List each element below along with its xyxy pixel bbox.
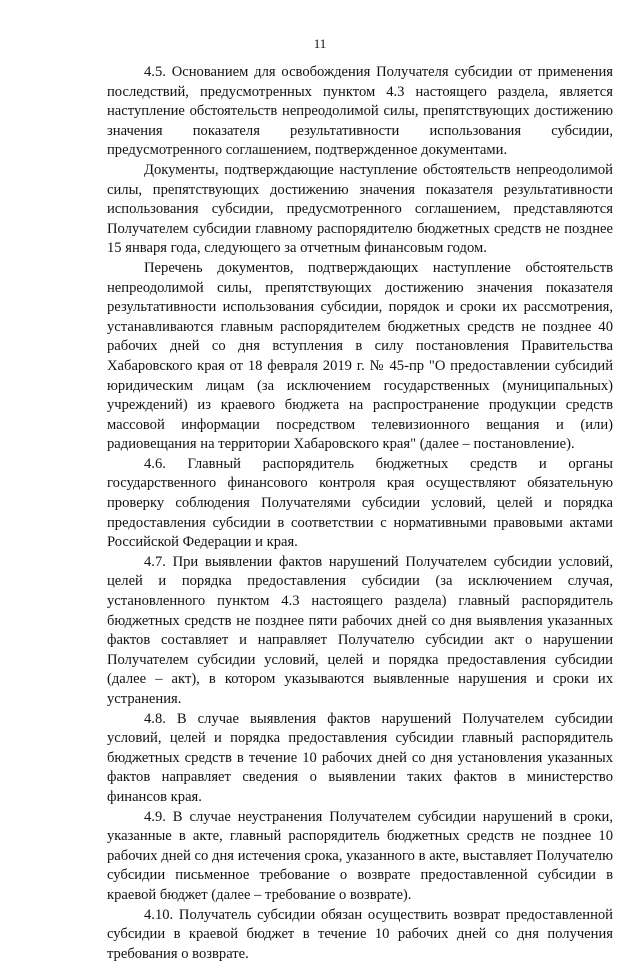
paragraph-4-8: 4.8. В случае выявления фактов нарушений Получателем субсидии условий, целей и порядка предоставления субсидии главный распорядитель бюджетных средств в течение 10 рабочих дней со дня установления указанных фактов направляет сведения о выявлении таких фактов в министерство финансов края. <box>107 710 613 805</box>
paragraph-list-of-documents: Перечень документов, подтверждающих наступление обстоятельств непреодолимой силы, препятствующих достижению значения показателя результативности использования субсидии, порядок и сроки их рассмотрения, устанавливаются главным распорядителем бюджетных средств не позднее 40 рабочих дней со дня вступления в силу постановления Правительства Хабаровского края от 18 февраля 2019 г. № 45-пр "О предоставлении субсидий юридическим лицам (за исключением государственных (муниципальных) учреждений) из краевого бюджета на распространение продукции средств массовой информации посредством телевизионного вещания и (или) радиовещания на территории Хабаровского края" (далее – постановление). <box>107 259 613 453</box>
paragraph-4-7: 4.7. При выявлении фактов нарушений Получателем субсидии условий, целей и порядка предоставления субсидии (за исключением случая, установленного пунктом 4.3 настоящего раздела) главный распорядитель бюджетных средств не позднее пяти рабочих дней со дня выявления указанных фактов составляет и направляет Получателю субсидии акт о нарушении Получателем субсидии условий, целей и порядка предоставления субсидии (далее – акт), в котором указываются выявленные нарушения и сроки их устранения. <box>107 553 613 707</box>
page-number: 11 <box>313 36 327 51</box>
paragraph-4-10: 4.10. Получатель субсидии обязан осуществить возврат предоставленной субсидии в краевой бюджет в течение 10 рабочих дней со дня получения требования о возврате. <box>107 906 613 962</box>
paragraph-4-9: 4.9. В случае неустранения Получателем субсидии нарушений в сроки, указанные в акте, главный распорядитель бюджетных средств не позднее 10 рабочих дней со дня истечения срока, указанного в акте, выставляет Получателю субсидии письменное требование о возврате предоставленной субсидии в краевой бюджет (далее – требование о возврате). <box>107 808 613 903</box>
paragraph-documents: Документы, подтверждающие наступление обстоятельств непреодолимой силы, препятствующих достижению значения показателя результативности использования субсидии, предусмотренного соглашением, представляются Получателем субсидии главному распорядителю бюджетных средств не позднее 15 января года, следующего за отчетным финансовым годом. <box>107 161 613 257</box>
paragraph-4-6: 4.6. Главный распорядитель бюджетных средств и органы государственного финансового контроля края осуществляют обязательную проверку соблюдения Получателями субсидии условий, целей и порядка предоставления субсидии в соответствии с нормативными правовыми актами Российской Федерации и края. <box>107 455 613 551</box>
document-body <box>107 63 613 964</box>
paragraph-4-5: 4.5. Основанием для освобождения Получателя субсидии от применения последствий, предусмотренных пунктом 4.3 настоящего раздела, является наступление обстоятельств непреодолимой силы, препятствующих достижению значения показателя результативности использования субсидии, предусмотренного соглашением, подтвержденное документами. <box>107 64 613 159</box>
